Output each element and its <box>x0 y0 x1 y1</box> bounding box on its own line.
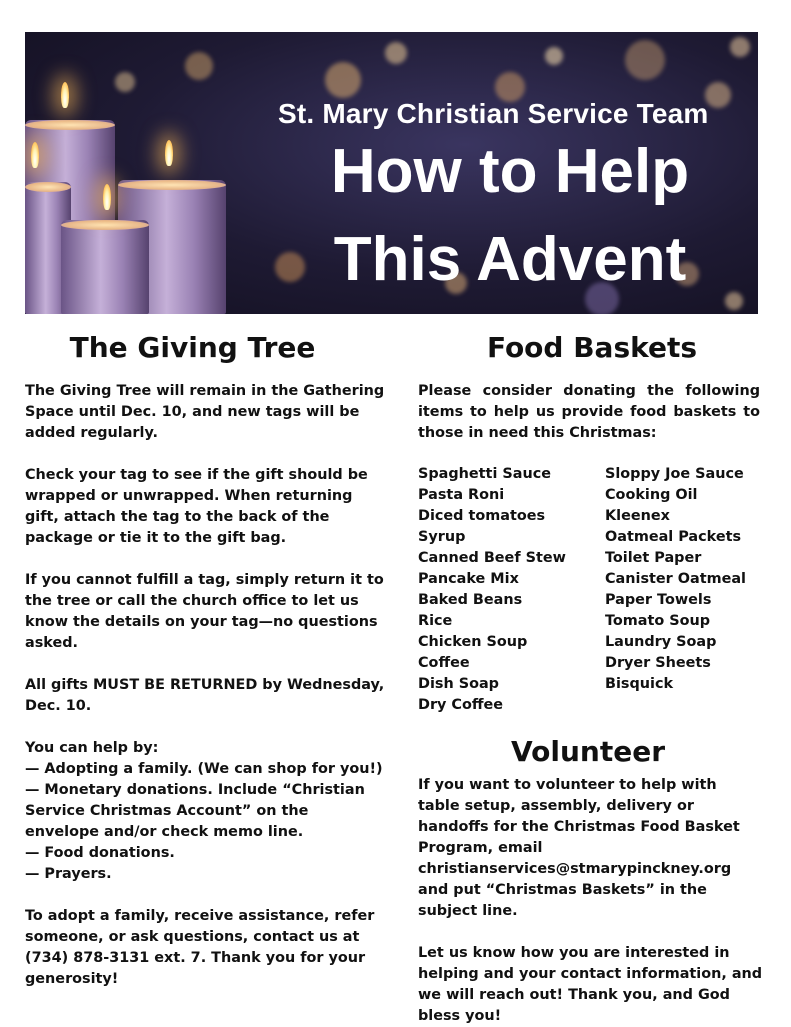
volunteer-heading: Volunteer <box>510 735 665 768</box>
help-item: — Food donations. <box>25 845 175 861</box>
list-item: Baked Beans <box>418 592 523 608</box>
list-item: Laundry Soap <box>605 634 717 650</box>
list-item: Sloppy Joe Sauce <box>605 466 744 482</box>
giving-tree-paragraph-3: If you cannot fulfill a tag, simply return it to the tree or call the church office to let us know the details on your tag—no questions asked. <box>25 572 384 651</box>
list-item: Dish Soap <box>418 676 499 692</box>
giving-tree-contact: To adopt a family, receive assistance, refer someone, or ask questions, contact us at (734) 878-3131 ext. 7. Thank you for your generosity! <box>25 908 375 987</box>
list-item: Canned Beef Stew <box>418 550 566 566</box>
volunteer-paragraph-1: If you want to volunteer to help with table setup, assembly, delivery or handoffs for the Christmas Food Basket Program, email christianservices@stmarypinckney.org and put “Christmas Baskets” in the subject line. <box>418 777 740 919</box>
help-item: — Adopting a family. (We can shop for you!) <box>25 761 383 777</box>
food-baskets-intro: Please consider donating the following items to help us provide food baskets to those in need this Christmas: <box>418 383 760 441</box>
help-item: — Prayers. <box>25 866 112 882</box>
list-item: Diced tomatoes <box>418 508 546 524</box>
list-item: Bisquick <box>605 676 674 692</box>
list-item: Dry Coffee <box>418 697 504 713</box>
list-item: Canister Oatmeal <box>605 571 746 587</box>
list-item: Chicken Soup <box>418 634 528 650</box>
banner-title <box>290 128 730 304</box>
list-item: Oatmeal Packets <box>605 529 742 545</box>
food-items-column-2 <box>605 464 765 695</box>
banner-title-line-1: How to Help <box>330 137 690 206</box>
list-item: Pancake Mix <box>418 571 519 587</box>
list-item: Paper Towels <box>605 592 712 608</box>
banner-title-line-2: This Advent <box>333 225 687 294</box>
list-item: Spaghetti Sauce <box>418 466 551 482</box>
food-items-column-1 <box>418 464 603 716</box>
giving-tree-heading: The Giving Tree <box>69 331 316 364</box>
banner-subtitle: St. Mary Christian Service Team <box>278 98 709 129</box>
giving-tree-body <box>25 381 387 990</box>
list-item: Pasta Roni <box>418 487 505 503</box>
help-intro: You can help by: <box>25 740 159 756</box>
list-item: Rice <box>418 613 453 629</box>
volunteer-paragraph-2: Let us know how you are interested in helping and your contact information, and we will reach out! Thank you, and God bless you! <box>418 945 763 1024</box>
volunteer-body <box>418 775 763 1027</box>
list-item: Toilet Paper <box>605 550 702 566</box>
list-item: Dryer Sheets <box>605 655 711 671</box>
header-banner <box>25 32 758 314</box>
candle-illustration <box>61 220 149 314</box>
help-item: — Monetary donations. Include “Christian Service Christmas Account” on the envelope and/or check memo line. <box>25 782 365 840</box>
list-item: Syrup <box>418 529 466 545</box>
list-item: Kleenex <box>605 508 670 524</box>
giving-tree-paragraph-1: The Giving Tree will remain in the Gathering Space until Dec. 10, and new tags will be added regularly. <box>25 383 385 441</box>
giving-tree-paragraph-2: Check your tag to see if the gift should be wrapped or unwrapped. When returning gift, attach the tag to the back of the package or tie it to the gift bag. <box>25 467 368 546</box>
list-item: Coffee <box>418 655 470 671</box>
food-baskets-heading: Food Baskets <box>486 331 698 364</box>
list-item: Tomato Soup <box>605 613 711 629</box>
list-item: Cooking Oil <box>605 487 698 503</box>
giving-tree-paragraph-4: All gifts MUST BE RETURNED by Wednesday, Dec. 10. <box>25 677 385 714</box>
